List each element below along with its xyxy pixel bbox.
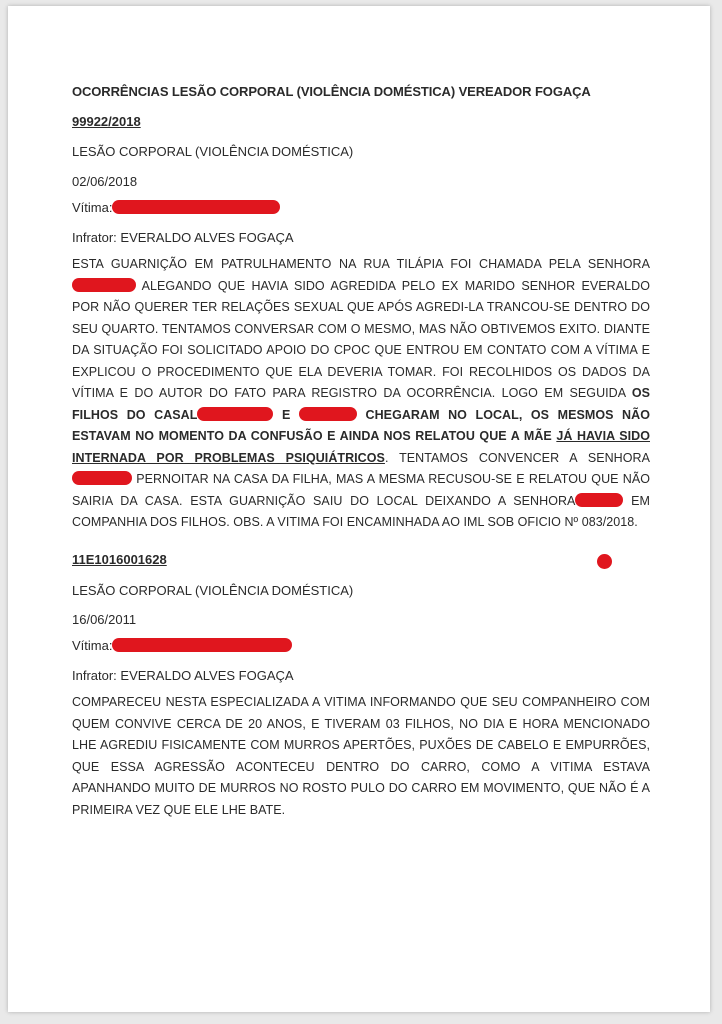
redaction-mark: [112, 200, 280, 214]
occurrence-1-offender: Infrator: EVERALDO ALVES FOGAÇA: [72, 230, 294, 245]
redaction-mark: [299, 407, 357, 421]
narrative-bold-text: OS FILHOS DO CASAL: [72, 386, 650, 422]
narrative-bold-underlined-text: JÁ HAVIA SIDO INTERNADA POR PROBLEMAS PSIQUIÁTRICOS: [72, 429, 650, 465]
narrative-text: ESTA GUARNIÇÃO EM PATRULHAMENTO NA RUA TILÁPIA FOI CHAMADA PELA SENHORA: [72, 257, 650, 271]
redaction-mark: [112, 638, 292, 652]
occurrence-1-type: LESÃO CORPORAL (VIOLÊNCIA DOMÉSTICA): [72, 144, 354, 159]
narrative-text: . TENTAMOS CONVENCER A SENHORA: [384, 450, 650, 465]
victim-label: Vítima:: [72, 200, 113, 215]
narrative-bold-text: CHEGARAM NO LOCAL, OS MESMOS NÃO ESTAVAM NO MOMENTO DA CONFUSÃO E AINDA NOS RELATOU QUE A MÃE: [72, 407, 650, 443]
occurrence-1-victim: [72, 200, 650, 215]
redaction-mark: [197, 407, 273, 421]
redaction-mark: [72, 278, 136, 292]
victim-label: Vítima:: [72, 638, 113, 653]
occurrence-1-date: 02/06/2018: [72, 174, 138, 189]
occurrence-2-offender: Infrator: EVERALDO ALVES FOGAÇA: [72, 668, 294, 683]
document-title: [72, 84, 650, 99]
title-rest: LESÃO CORPORAL (VIOLÊNCIA DOMÉSTICA) VEREADOR FOGAÇA: [168, 84, 591, 99]
redaction-mark: [72, 471, 132, 485]
occurrence-1-number: 99922/2018: [72, 114, 141, 129]
narrative-bold-text: E: [273, 407, 299, 422]
redaction-mark: [575, 493, 623, 507]
narrative-text: EM COMPANHIA DOS FILHOS. OBS. A VITIMA FOI ENCAMINHADA AO IML SOB OFICIO Nº 083/2018.: [72, 493, 651, 529]
narrative-text: PERNOITAR NA CASA DA FILHA, MAS A MESMA RECUSOU-SE E RELATOU QUE NÃO SAIRIA DA CASA. ESTA GUARNIÇÃO SAIU DO LOCAL DEIXANDO A SENHORA: [72, 472, 650, 508]
narrative-text: ALEGANDO QUE HAVIA SIDO AGREDIDA PELO EX MARIDO SENHOR EVERALDO POR NÃO QUERER TER RELAÇÕES SEXUAL QUE APÓS AGREDI-LA TRANCOU-SE DENTRO DO SEU QUARTO. TENTAMOS CONVERSAR COM O MESMO, MAS NÃO OBTIVEMOS EXITO. DIANTE DA SITUAÇÃO FOI SOLICITADO APOIO DO CPOC QUE ENTROU EM CONTATO COM A VÍTIMA E EXPLICOU O PROCEDIMENTO QUE ELA DEVERIA TOMAR. FOI RECOLHIDOS OS DADOS DA VÍTIMA E DO AUTOR DO FATO PARA REGISTRO DA OCORRÊNCIA. LOGO EM SEGUIDA: [72, 278, 650, 400]
occurrence-2-number: 11E1016001628: [72, 552, 167, 567]
document-page: [8, 6, 710, 1012]
occurrence-2-victim: [72, 638, 650, 653]
title-prefix: OCORRÊNCIAS: [72, 84, 169, 99]
occurrence-2-narrative: COMPARECEU NESTA ESPECIALIZADA A VITIMA INFORMANDO QUE SEU COMPANHEIRO COM QUEM CONVIVE CERCA DE 20 ANOS, E TIVERAM 03 FILHOS, NO DIA E HORA MENCIONADO LHE AGREDIU FISICAMENTE COM MURROS APERTÕES, PUXÕES DE CABELO E EMPURRÕES, QUE ESSA AGRESSÃO ACONTECEU DENTRO DO CARRO, COMO A VITIMA ESTAVA APANHANDO MUITO DE MURROS NO ROSTO PULO DO CARRO EM MOVIMENTO, QUE NÃO É A PRIMEIRA VEZ QUE ELE LHE BATE.: [72, 695, 650, 817]
occurrence-2-date: 16/06/2011: [72, 612, 137, 627]
occurrence-2-type: LESÃO CORPORAL (VIOLÊNCIA DOMÉSTICA): [72, 583, 354, 598]
occurrence-1-narrative: [72, 254, 650, 534]
